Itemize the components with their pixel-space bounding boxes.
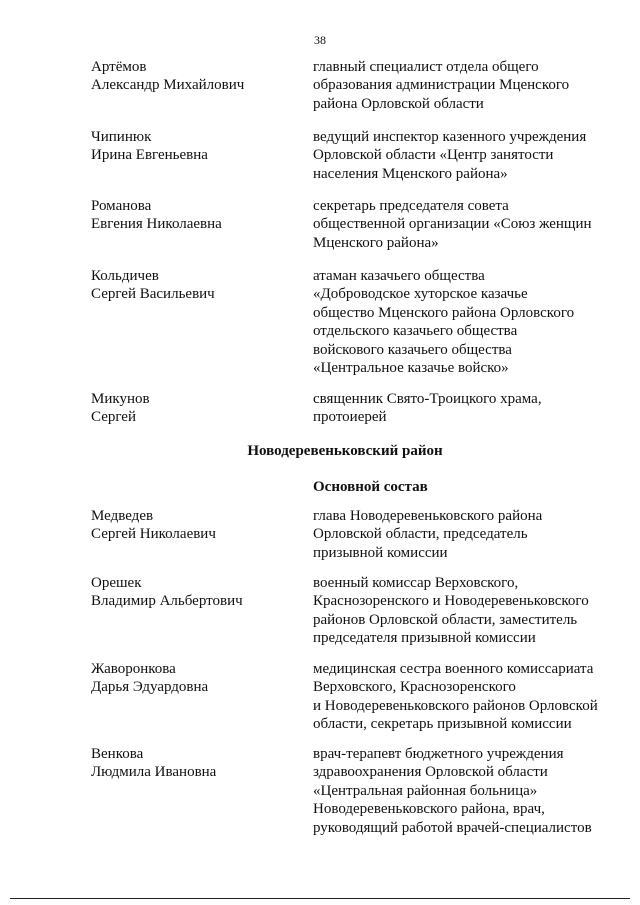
role-line: священник Свято-Троицкого храма,	[313, 391, 542, 407]
role-line: глава Новодеревеньковского района	[313, 508, 543, 524]
surname: Артёмов	[91, 59, 147, 75]
role-line: Мценского района»	[313, 234, 439, 251]
member-name	[91, 128, 291, 165]
member-name	[91, 267, 291, 304]
role-line: медицинская сестра военного комиссариата	[313, 661, 594, 677]
member-role	[313, 128, 613, 183]
given-names: Сергей Николаевич	[91, 526, 216, 543]
role-line: области, секретарь призывной комиссии	[313, 716, 572, 733]
surname: Микунов	[91, 391, 150, 407]
role-line: отдельского казачьего общества	[313, 323, 518, 340]
member-role	[313, 197, 613, 252]
member-role	[313, 745, 613, 837]
role-line: и Новодеревеньковского районов Орловской	[313, 697, 598, 714]
surname: Кольдичев	[91, 268, 159, 284]
member-role	[313, 660, 613, 734]
role-line: военный комиссар Верховского,	[313, 575, 519, 591]
surname: Медведев	[91, 508, 154, 524]
role-line: председателя призывной комиссии	[313, 630, 536, 647]
role-line: здравоохранения Орловской области	[313, 764, 548, 781]
role-line: призывной комиссии	[313, 544, 448, 561]
given-names: Сергей	[91, 409, 136, 426]
role-line: «Центральная районная больница»	[313, 782, 538, 799]
role-line: «Доброводское хуторское казачье	[313, 286, 528, 303]
member-name	[91, 745, 291, 782]
member-role	[313, 58, 613, 113]
given-names: Владимир Альбертович	[91, 593, 243, 610]
section-heading: Основной состав	[313, 479, 428, 495]
member-role	[313, 390, 613, 427]
district-heading: Новодеревеньковский район	[247, 443, 443, 459]
role-line: районов Орловской области, заместитель	[313, 611, 578, 628]
role-line: главный специалист отдела общего	[313, 59, 539, 75]
role-line: образования администрации Мценского	[313, 77, 570, 94]
role-line: секретарь председателя совета	[313, 198, 509, 214]
surname: Венкова	[91, 746, 144, 762]
given-names: Ирина Евгеньевна	[91, 147, 208, 164]
role-line: протоиерей	[313, 409, 387, 426]
given-names: Сергей Васильевич	[91, 286, 215, 303]
role-line: «Центральное казачье войско»	[313, 360, 509, 377]
member-name	[91, 197, 291, 234]
role-line: врач-терапевт бюджетного учреждения	[313, 746, 564, 762]
role-line: Новодеревеньковского района, врач,	[313, 801, 545, 818]
given-names: Дарья Эдуардовна	[91, 679, 209, 696]
surname: Романова	[91, 198, 152, 214]
member-name	[91, 574, 291, 611]
role-line: Орловской области «Центр занятости	[313, 147, 554, 164]
role-line: Верховского, Краснозоренского	[313, 679, 516, 696]
role-line: Краснозоренского и Новодеревеньковского	[313, 593, 589, 610]
role-line: населения Мценского района»	[313, 165, 508, 182]
member-role	[313, 267, 613, 377]
given-names: Людмила Ивановна	[91, 764, 217, 781]
surname: Жаворонкова	[91, 661, 176, 677]
member-role	[313, 574, 613, 648]
role-line: руководящий работой врачей-специалистов	[313, 819, 592, 836]
member-name	[91, 507, 291, 544]
page-edge-divider	[10, 898, 630, 899]
member-name	[91, 660, 291, 697]
role-line: общество Мценского района Орловского	[313, 304, 575, 321]
role-line: Орловской области, председатель	[313, 526, 528, 543]
role-line: ведущий инспектор казенного учреждения	[313, 129, 587, 145]
surname: Орешек	[91, 575, 142, 591]
member-role	[313, 507, 613, 562]
role-line: войскового казачьего общества	[313, 341, 512, 358]
member-name	[91, 58, 291, 95]
given-names: Александр Михайлович	[91, 77, 245, 94]
surname: Чипинюк	[91, 129, 152, 145]
role-line: атаман казачьего общества	[313, 268, 485, 284]
page-number: 38	[314, 33, 326, 47]
role-line: района Орловской области	[313, 95, 484, 112]
role-line: общественной организации «Союз женщин	[313, 216, 592, 233]
given-names: Евгения Николаевна	[91, 216, 222, 233]
member-name	[91, 390, 291, 427]
